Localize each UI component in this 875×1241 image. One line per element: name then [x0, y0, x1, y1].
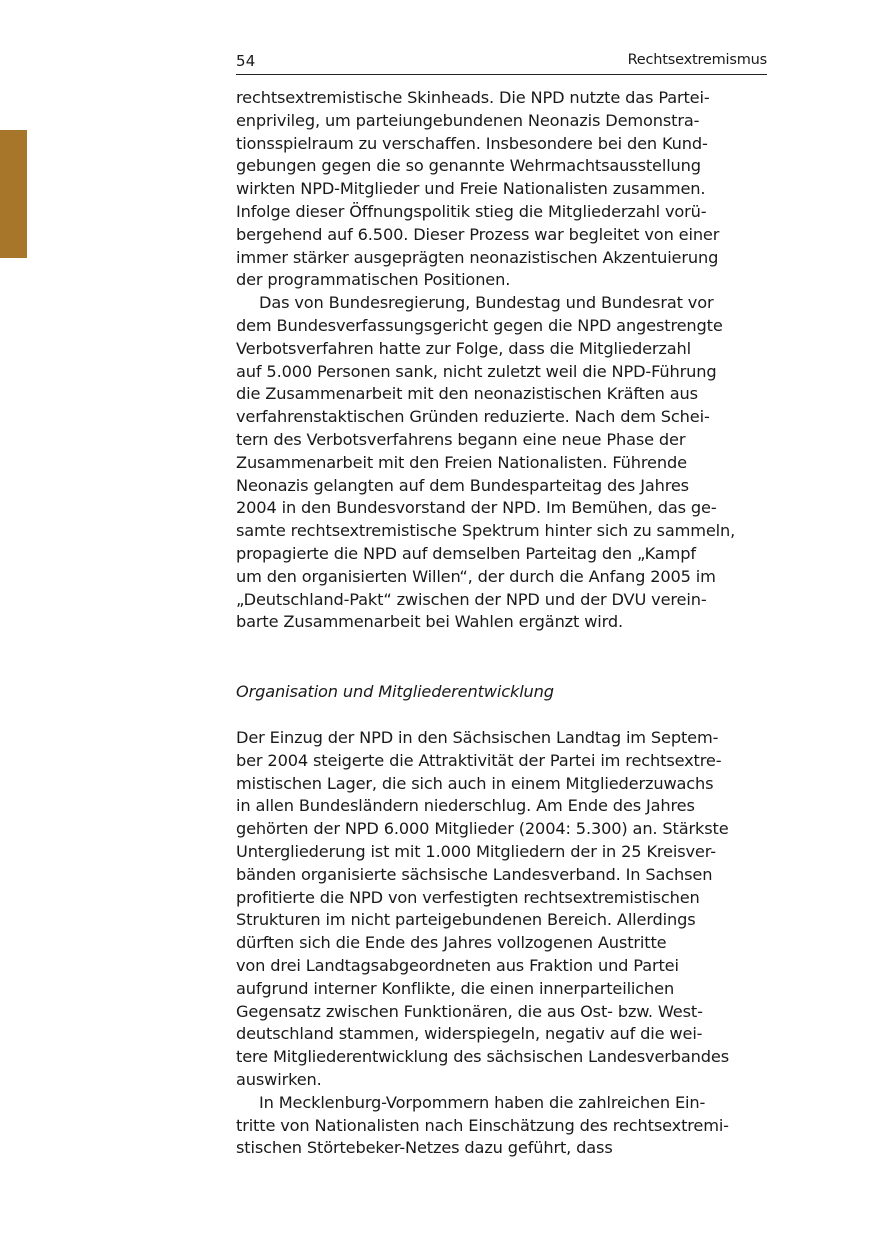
text-line: enprivileg, um parteiungebundenen Neonazis Demonstra- [236, 110, 700, 130]
text-line: In Mecklenburg-Vorpommern haben die zahlreichen Ein- [259, 1092, 706, 1112]
text-line: in allen Bundesländern niederschlug. Am Ende des Jahres [236, 796, 695, 816]
text-line: Der Einzug der NPD in den Sächsischen Landtag im Septem- [236, 728, 719, 747]
text-line: „Deutschland-Pakt“ zwischen der NPD und der DVU verein- [236, 589, 707, 609]
page-header [236, 52, 767, 75]
text-line: tere Mitgliederentwicklung des sächsischen Landesverbandes [236, 1047, 729, 1067]
text-line: ber 2004 steigerte die Attraktivität der Partei im rechtsextre- [236, 750, 722, 770]
text-line: dürften sich die Ende des Jahres vollzogenen Austritte [236, 933, 667, 953]
text-line: tritte von Nationalisten nach Einschätzung des rechtsextremi- [236, 1115, 729, 1135]
text-line: gebungen gegen die so genannte Wehrmachtsausstellung [236, 156, 701, 176]
section-heading: Organisation und Mitgliederentwicklung [236, 682, 554, 701]
text-line: aufgrund interner Konflikte, die einen innerparteilichen [236, 978, 675, 998]
text-line: um den organisierten Willen“, der durch die Anfang 2005 im [236, 566, 716, 586]
text-line: mistischen Lager, die sich auch in einem Mitgliederzuwachs [236, 773, 714, 793]
text-line: tionsspielraum zu verschaffen. Insbesondere bei den Kund- [236, 133, 708, 153]
text-line: samte rechtsextremistische Spektrum hinter sich zu sammeln, [236, 521, 736, 541]
running-title: Rechtsextremismus [627, 52, 767, 68]
text-line: immer stärker ausgeprägten neonazistischen Akzentuierung [236, 247, 719, 267]
body-text-block-1 [236, 87, 767, 634]
text-line: Infolge dieser Öffnungspolitik stieg die Mitgliederzahl vorü- [236, 201, 707, 221]
text-line: profitierte die NPD von verfestigten rechtsextremistischen [236, 887, 700, 907]
text-line: Untergliederung ist mit 1.000 Mitgliedern der in 25 Kreisver- [236, 841, 716, 861]
text-line: barte Zusammenarbeit bei Wahlen ergänzt wird. [236, 612, 623, 632]
text-line: Das von Bundesregierung, Bundestag und Bundesrat vor [259, 293, 714, 313]
text-line: tern des Verbotsverfahrens begann eine neue Phase der [236, 429, 686, 449]
text-line: Neonazis gelangten auf dem Bundesparteitag des Jahres [236, 475, 689, 495]
text-line: stischen Störtebeker-Netzes dazu geführt, dass [236, 1138, 613, 1158]
text-line: rechtsextremistische Skinheads. Die NPD nutzte das Partei- [236, 88, 710, 107]
text-line: Zusammenarbeit mit den Freien Nationalisten. Führende [236, 452, 687, 472]
text-line: auf 5.000 Personen sank, nicht zuletzt weil die NPD-Führung [236, 361, 717, 381]
text-line: verfahrenstaktischen Gründen reduzierte. Nach dem Schei- [236, 407, 710, 427]
text-line: Gegensatz zwischen Funktionären, die aus Ost- bzw. West- [236, 1001, 703, 1021]
text-line: auswirken. [236, 1069, 322, 1089]
text-line: bergehend auf 6.500. Dieser Prozess war begleitet von einer [236, 224, 720, 244]
text-line: Strukturen im nicht parteigebundenen Bereich. Allerdings [236, 910, 696, 930]
page-number: 54 [236, 52, 256, 70]
text-line: die Zusammenarbeit mit den neonazistischen Kräften aus [236, 384, 698, 404]
text-line: gehörten der NPD 6.000 Mitglieder (2004: 5.300) an. Stärkste [236, 819, 729, 839]
text-line: propagierte die NPD auf demselben Parteitag den „Kampf [236, 543, 696, 563]
text-line: deutschland stammen, widerspiegeln, negativ auf die wei- [236, 1024, 703, 1044]
text-line: 2004 in den Bundesvorstand der NPD. Im Bemühen, das ge- [236, 498, 717, 518]
text-line: Verbotsverfahren hatte zur Folge, dass die Mitgliederzahl [236, 338, 691, 358]
text-line: dem Bundesverfassungsgericht gegen die NPD angestrengte [236, 315, 723, 335]
text-line: der programmatischen Positionen. [236, 270, 511, 290]
chapter-marker-tab [0, 130, 27, 258]
text-line: bänden organisierte sächsische Landesverband. In Sachsen [236, 864, 713, 884]
body-text-block-2 [236, 727, 767, 1160]
text-line: von drei Landtagsabgeordneten aus Fraktion und Partei [236, 955, 679, 975]
text-line: wirkten NPD-Mitglieder und Freie Nationalisten zusammen. [236, 179, 706, 199]
